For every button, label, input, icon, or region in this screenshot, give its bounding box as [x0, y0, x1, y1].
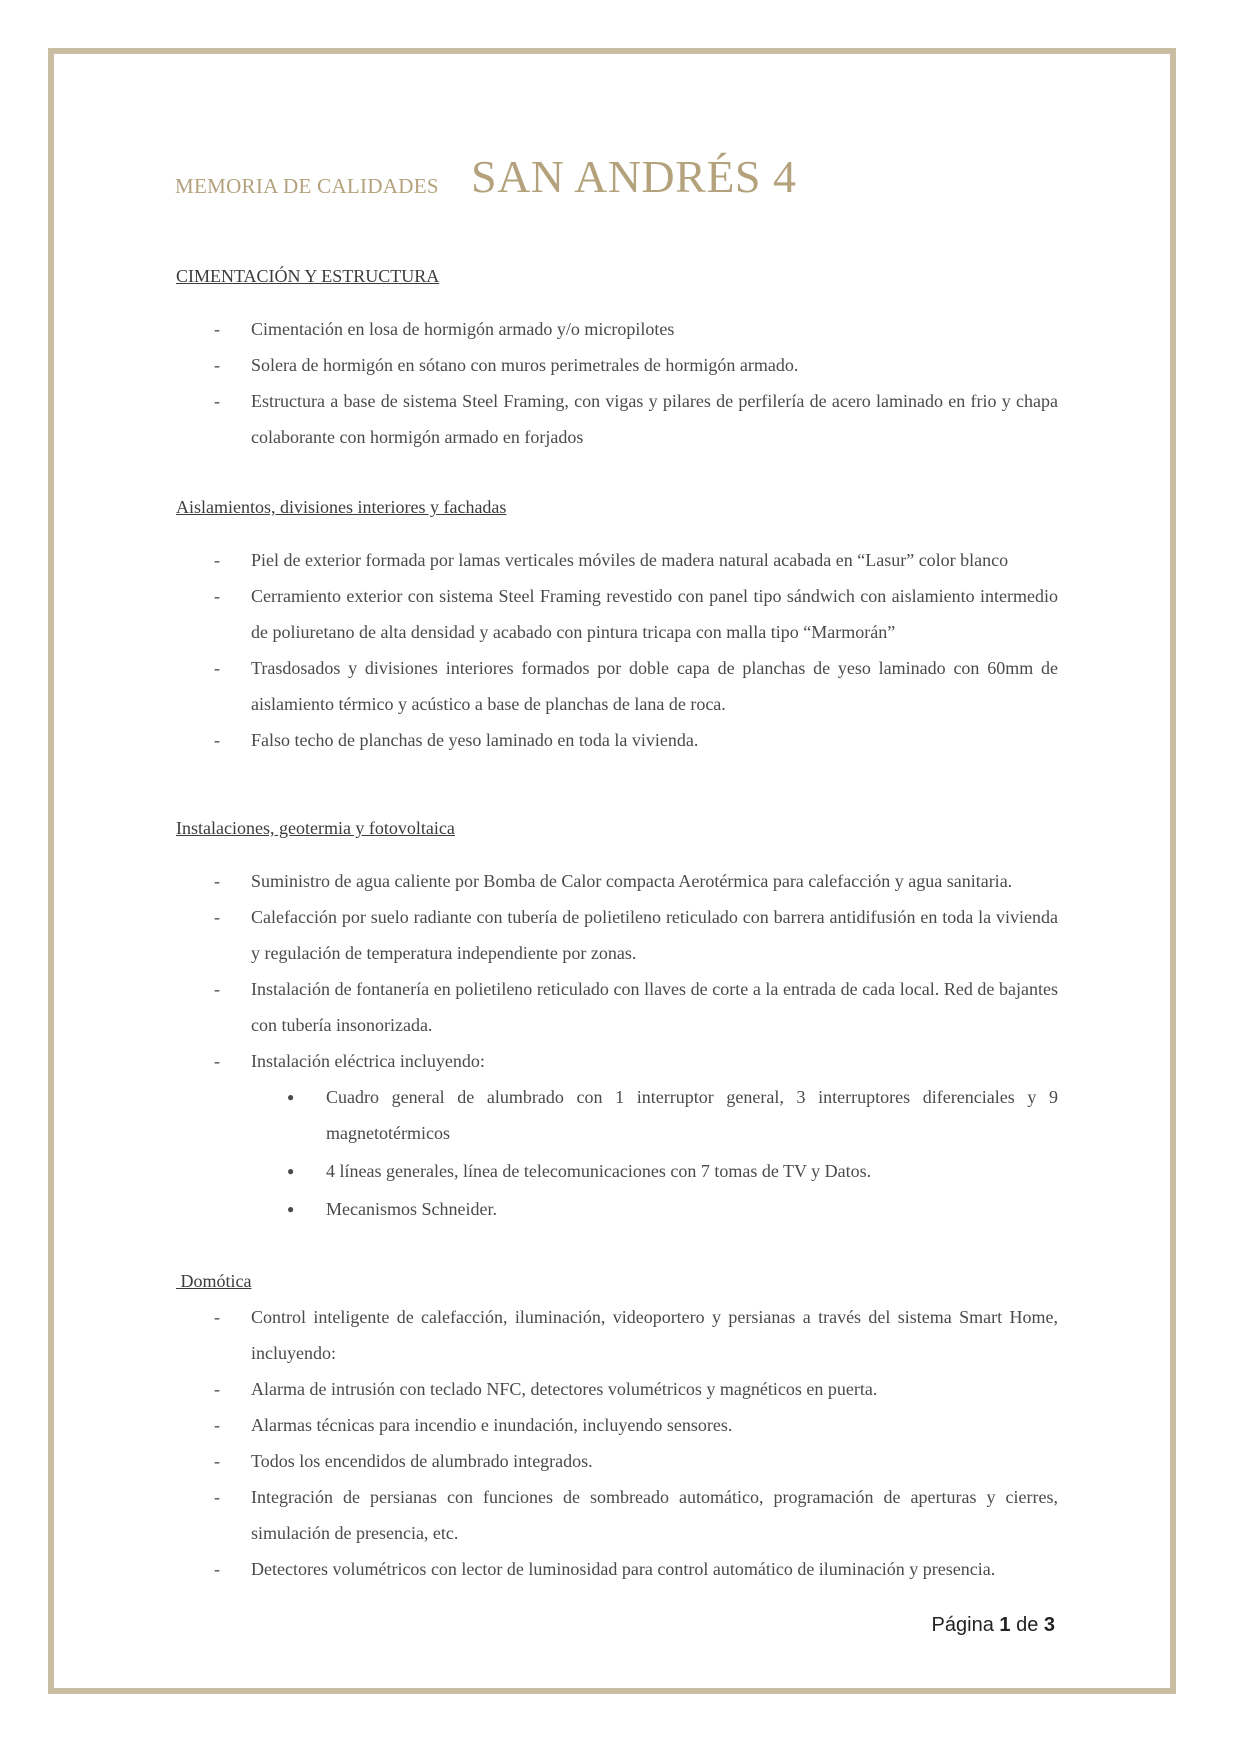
list-item: - Calefacción por suelo radiante con tubería de polietileno reticulado con barrera antidifusión en toda la vivienda y regulación de temperatura independiente por zonas.: [176, 899, 1058, 971]
document-header: [175, 150, 1061, 210]
page-number-current: 1: [999, 1614, 1011, 1636]
list-item: - Todos los encendidos de alumbrado integrados.: [176, 1443, 1058, 1479]
list-item: - Cerramiento exterior con sistema Steel Framing revestido con panel tipo sándwich con aislamiento intermedio de poliuretano de alta densidad y acabado con pintura tricapa con malla tipo “Marmorán”: [176, 578, 1058, 650]
list-item: - Instalación de fontanería en polietileno reticulado con llaves de corte a la entrada de cada local. Red de bajantes con tubería insonorizada.: [176, 971, 1058, 1043]
sublist-electrica: [251, 1079, 1058, 1227]
section-list-aislamientos: [176, 542, 1058, 758]
list-item: - Detectores volumétricos con lector de luminosidad para control automático de iluminación y presencia.: [176, 1551, 1058, 1587]
list-item: - Suministro de agua caliente por Bomba de Calor compacta Aerotérmica para calefacción y agua sanitaria.: [176, 863, 1058, 899]
page-number-total: 3: [1043, 1614, 1055, 1636]
page-number-prefix: Página: [931, 1614, 1000, 1636]
document-title: SAN ANDRÉS 4: [471, 151, 797, 202]
list-item: - Integración de persianas con funciones de sombreado automático, programación de aperturas y cierres, simulación de presencia, etc.: [176, 1479, 1058, 1551]
list-item: - Solera de hormigón en sótano con muros perimetrales de hormigón armado.: [176, 347, 1058, 383]
section-list-instalaciones: [176, 863, 1058, 1227]
list-item: - Estructura a base de sistema Steel Framing, con vigas y pilares de perfilería de acero laminado en frio y chapa colaborante con hormigón armado en forjados: [176, 383, 1058, 455]
section-title-aislamientos: Aislamientos, divisiones interiores y fachadas: [176, 497, 507, 517]
section-title-cimentacion: CIMENTACIÓN Y ESTRUCTURA: [176, 266, 440, 286]
section-title-instalaciones: Instalaciones, geotermia y fotovoltaica: [176, 818, 455, 838]
list-item: - Piel de exterior formada por lamas verticales móviles de madera natural acabada en “Lasur” color blanco: [176, 542, 1058, 578]
list-item: - Trasdosados y divisiones interiores formados por doble capa de planchas de yeso laminado con 60mm de aislamiento térmico y acústico a base de planchas de lana de roca.: [176, 650, 1058, 722]
list-item: - Alarma de intrusión con teclado NFC, detectores volumétricos y magnéticos en puerta.: [176, 1371, 1058, 1407]
section-list-cimentacion: [176, 311, 1058, 455]
list-item-text: Instalación eléctrica incluyendo:: [251, 1051, 485, 1071]
list-item: - Falso techo de planchas de yeso laminado en toda la vivienda.: [176, 722, 1058, 758]
list-item: - Alarmas técnicas para incendio e inundación, incluyendo sensores.: [176, 1407, 1058, 1443]
page-number: [932, 1614, 1055, 1637]
document-body: [176, 258, 1058, 1587]
page-number-middle: de: [1010, 1614, 1044, 1636]
sublist-item: ● Mecanismos Schneider.: [251, 1191, 1058, 1227]
sublist-item: ● Cuadro general de alumbrado con 1 interruptor general, 3 interruptores diferenciales y 9 magnetotérmicos: [251, 1079, 1058, 1151]
document-subtitle: MEMORIA DE CALIDADES: [175, 174, 439, 198]
list-item: [176, 1043, 1058, 1227]
section-title-domotica: Domótica: [176, 1271, 252, 1291]
list-item: - Cimentación en losa de hormigón armado y/o micropilotes: [176, 311, 1058, 347]
list-item: - Control inteligente de calefacción, iluminación, videoportero y persianas a través del sistema Smart Home, incluyendo:: [176, 1299, 1058, 1371]
section-list-domotica: [176, 1299, 1058, 1587]
sublist-item: ● 4 líneas generales, línea de telecomunicaciones con 7 tomas de TV y Datos.: [251, 1153, 1058, 1189]
